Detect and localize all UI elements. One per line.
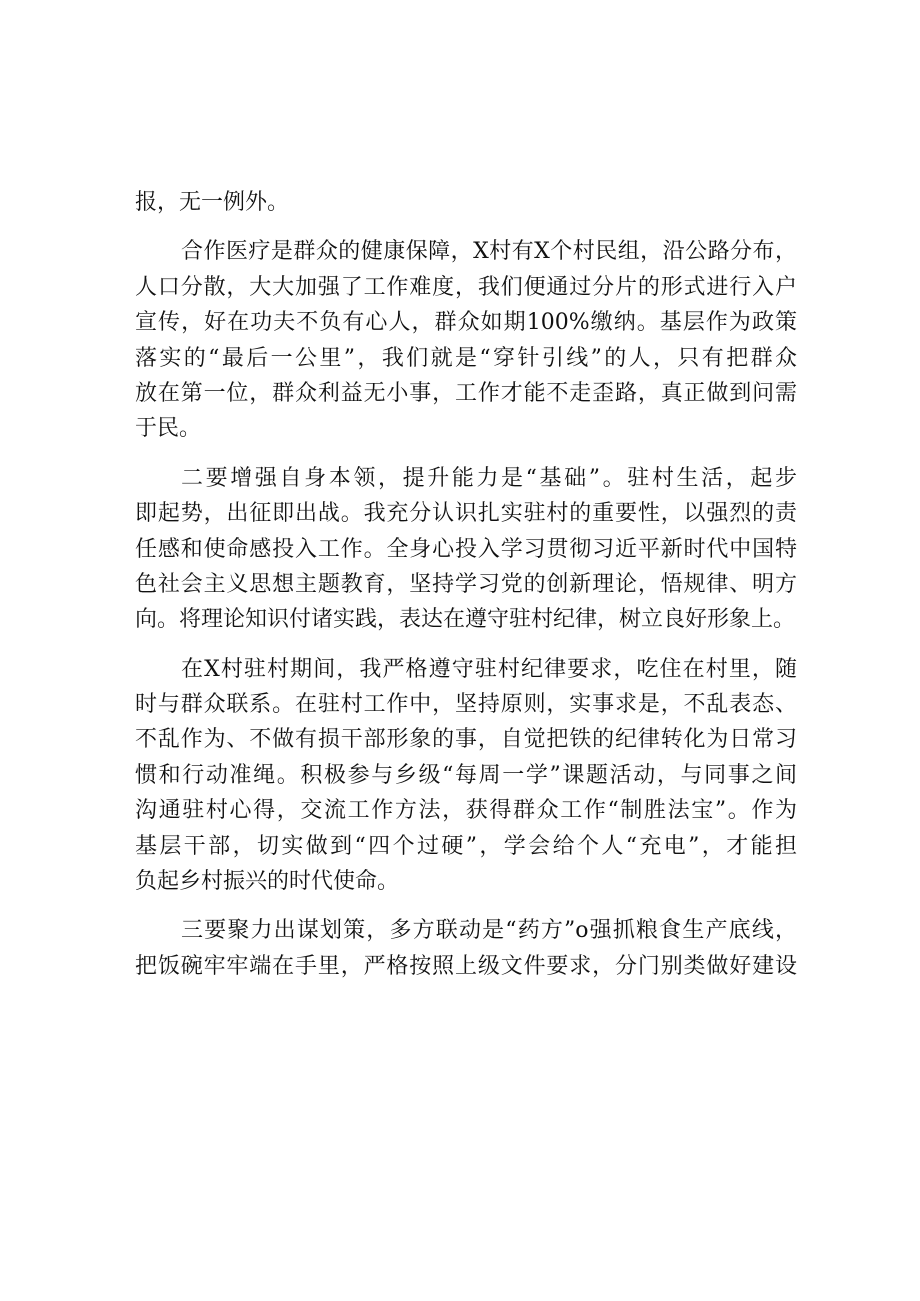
text-line: 惯和行动准绳。积极参与乡级“每周一学”课题活动，与同事之间 [135,762,797,788]
text-line: 放在第一位，群众利益无小事，工作才能不走歪路，真正做到问需 [135,380,797,406]
text-line: 任感和使命感投入工作。全身心投入学习贯彻习近平新时代中国特 [135,536,797,562]
text-line: 不乱作为、不做有损干部形象的事，自觉把铁的纪律转化为日常习 [135,727,797,753]
text-line: 落实的“最后一公里”，我们就是“穿针引线”的人，只有把群众 [135,345,797,371]
text-line: 向。将理论知识付诸实践，表达在遵守驻村纪律，树立良好形象上。 [135,607,796,633]
text-line: 把饭碗牢牢端在手里，严格按照上级文件要求，分门别类做好建设 [135,953,797,979]
text-line: 宣传，好在功夫不负有心人，群众如期100%缴纳。基层作为政策 [135,310,797,336]
text-line: 报，无一例外。 [135,190,290,215]
text-line: 基层干部，切实做到“四个过硬”，学会给个人“充电”，才能担 [135,833,797,859]
text-line: 在X村驻村期间，我严格遵守驻村纪律要求，吃住在村里，随 [181,656,797,682]
text-line: 人口分散，大大加强了工作难度，我们便通过分片的形式进行入户 [135,274,797,300]
paragraph-3 [135,461,797,638]
text-line: 三要聚力出谋划策，多方联动是“药方”o强抓粮食生产底线， [181,918,797,944]
paragraph-2 [135,234,797,446]
paragraph-5 [135,913,797,984]
paragraph-4 [135,652,797,900]
text-line: 即起势，出征即出战。我充分认识扎实驻村的重要性，以强烈的责 [135,501,797,527]
body-text [135,185,797,998]
text-line: 合作医疗是群众的健康保障，X村有X个村民组，沿公路分布， [181,239,797,265]
text-line: 色社会主义思想主题教育，坚持学习党的创新理论，悟规律、明方 [135,571,797,597]
paragraph-1 [135,185,797,220]
text-line: 于民。 [135,416,202,442]
text-line: 负起乡村振兴的时代使命。 [135,869,400,895]
text-line: 时与群众联系。在驻村工作中，坚持原则，实事求是，不乱表态、 [135,692,797,718]
text-line: 二要增强自身本领，提升能力是“基础”。驻村生活，起步 [181,465,797,491]
text-line: 沟通驻村心得，交流工作方法，获得群众工作“制胜法宝”。作为 [135,798,797,824]
